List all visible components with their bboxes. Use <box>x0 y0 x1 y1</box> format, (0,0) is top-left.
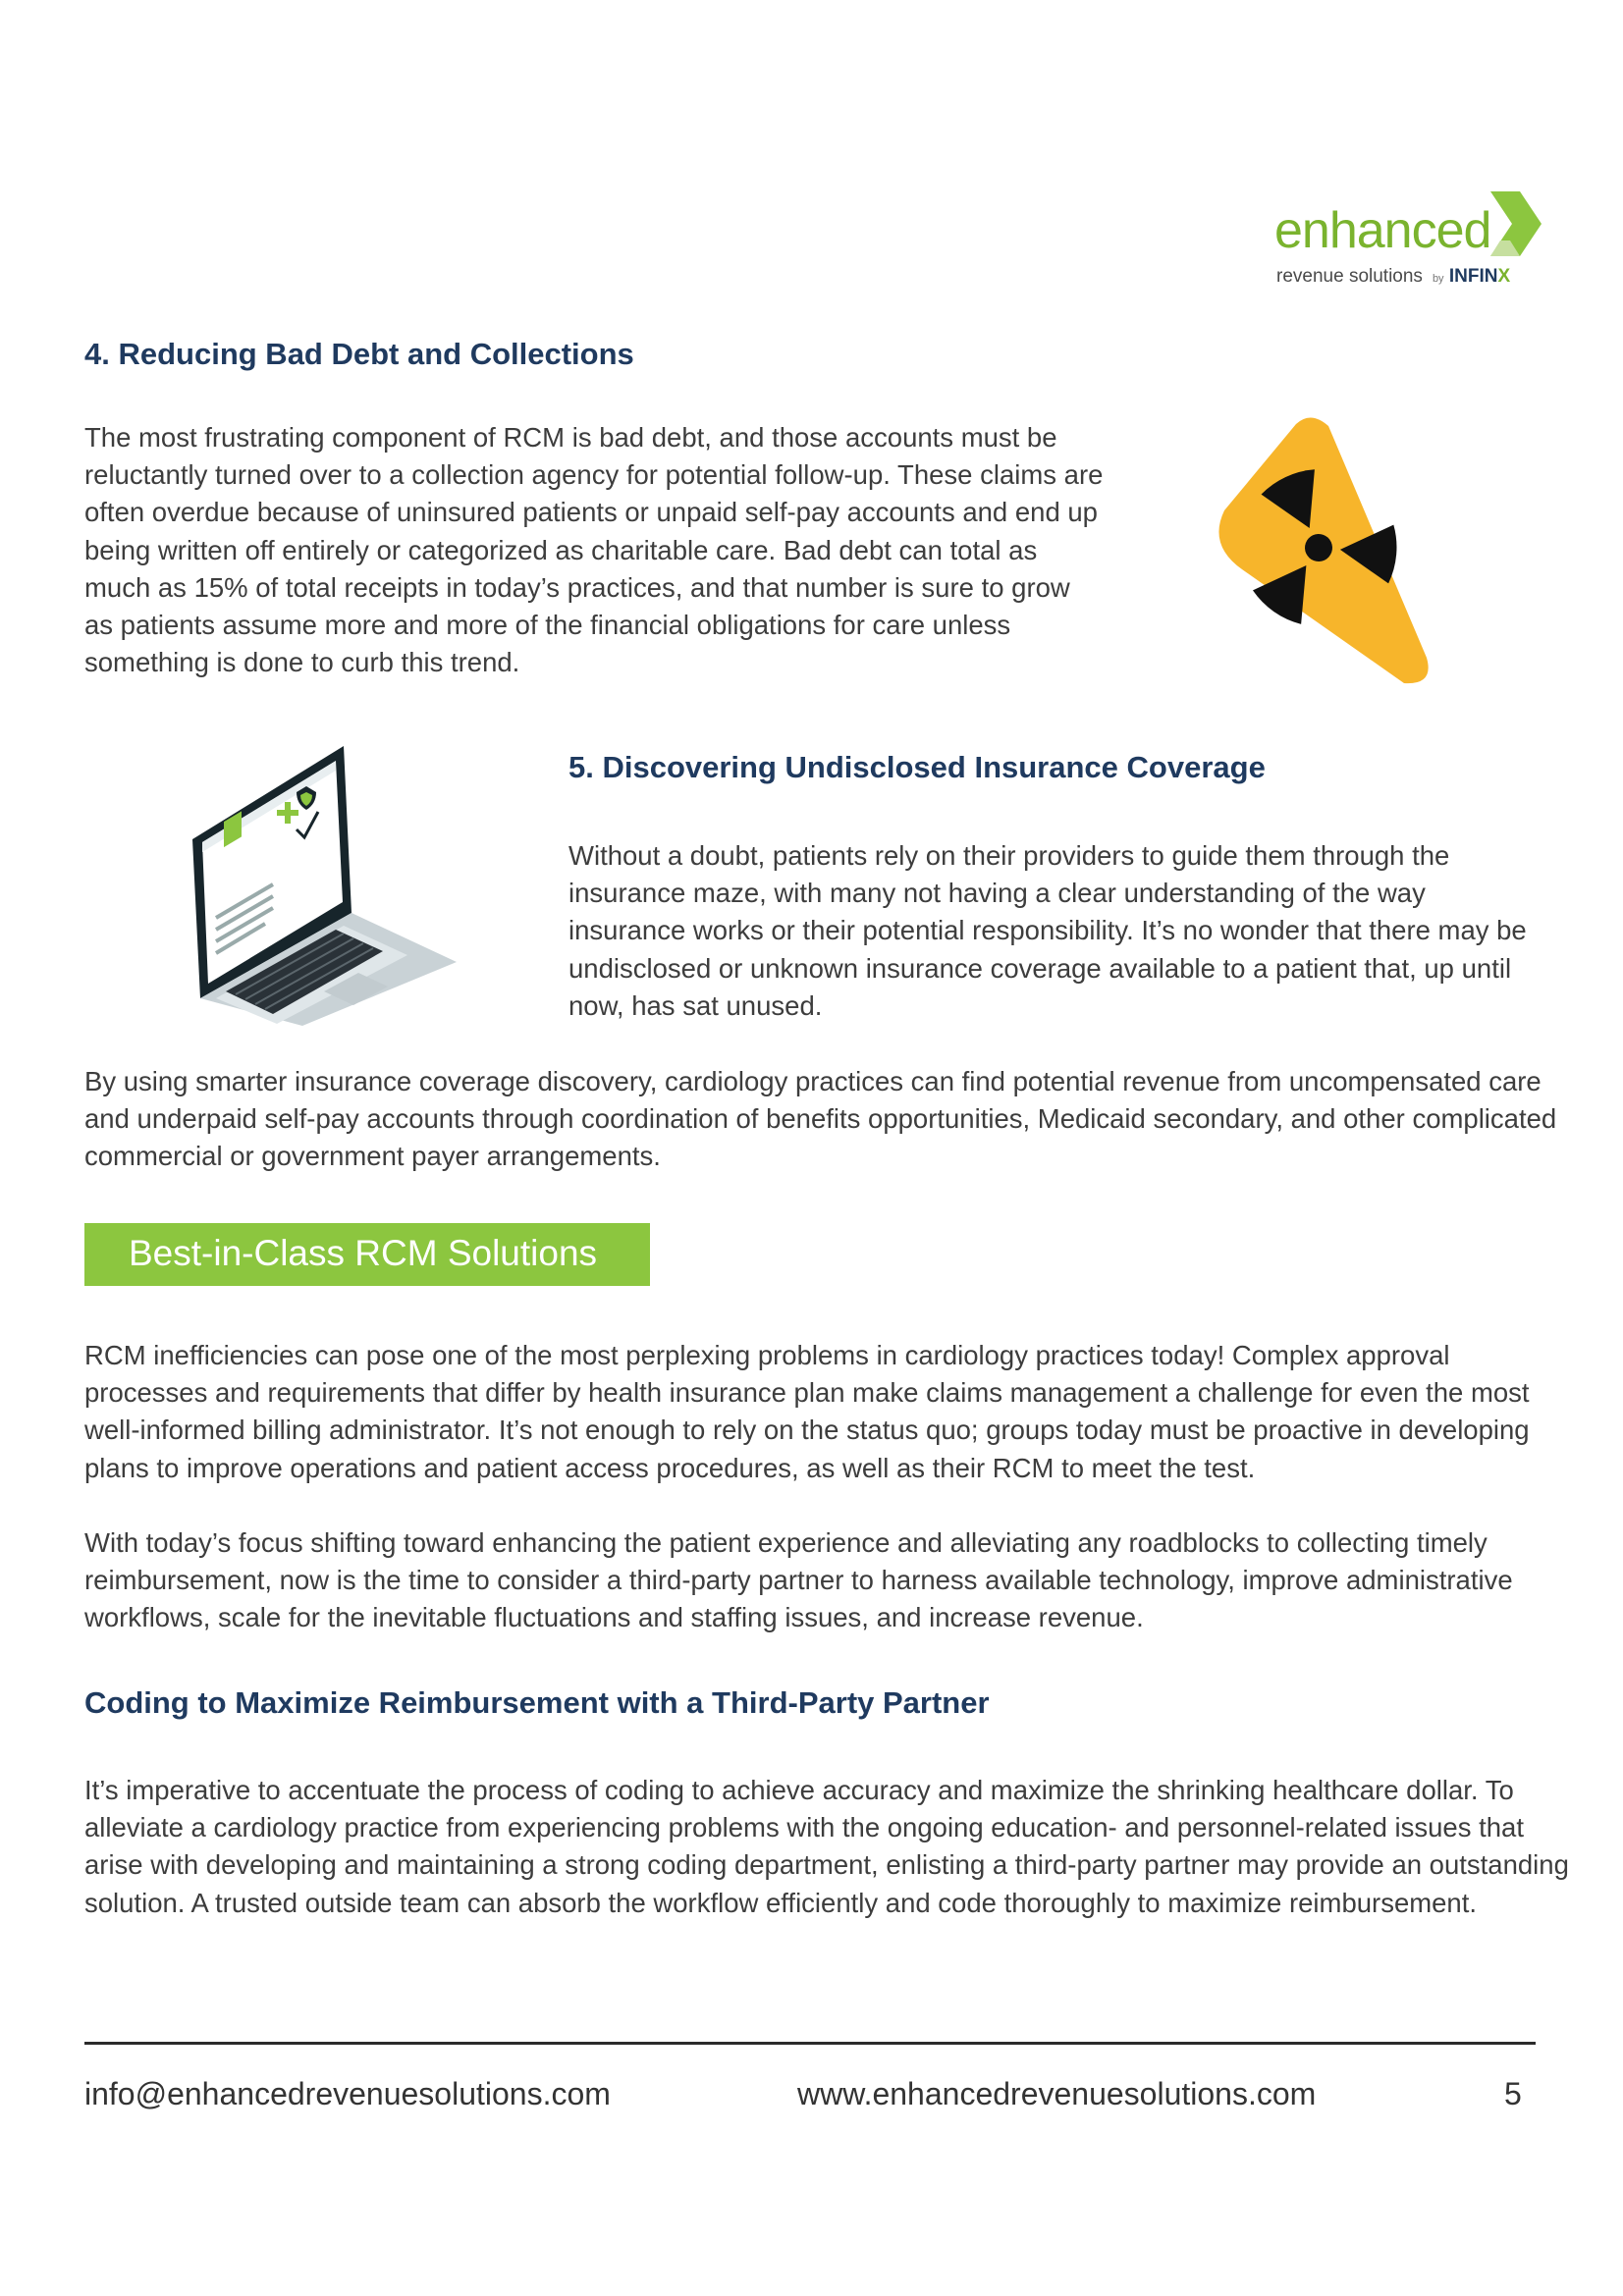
logo-tagline <box>1276 266 1510 288</box>
best-in-class-paragraph-1: RCM inefficiencies can pose one of the most perplexing problems in cardiology practices today! Complex approval processes and requirements that differ by health insurance plan make claims management a challenge for even the most well-informed billing administrator. It’s not enough to rely on the status quo; groups today must be proactive in developing plans to improve operations and patient access procedures, as well as their RCM to meet the test. <box>84 1340 1530 1483</box>
section-4-heading: 4. Reducing Bad Debt and Collections <box>84 337 634 371</box>
page-number: 5 <box>1504 2076 1522 2111</box>
best-in-class-banner <box>84 1223 650 1286</box>
hazard-warning-icon <box>1203 412 1438 697</box>
footer-divider <box>84 2042 1536 2045</box>
banner-title: Best-in-Class RCM Solutions <box>129 1233 598 1273</box>
section-5-body-continued: By using smarter insurance coverage discovery, cardiology practices can find potential revenue from uncompensated care and underpaid self-pay accounts through coordination of benefits opportunities, Medicaid secondary, and other complicated commercial or government payer arrangements. <box>84 1066 1557 1172</box>
footer-email-link[interactable]: info@enhancedrevenuesolutions.com <box>84 2076 611 2111</box>
section-4-body: The most frustrating component of RCM is bad debt, and those accounts must be reluctantly turned over to a collection agency for potential follow-up. These claims are often overdue because of uninsured patients or unpaid self-pay accounts and end up being written off entirely or categorized as charitable care. Bad debt can total as much as 15% of total receipts in today’s practices, and that number is sure to grow as patients assume more and more of the financial obligations for care unless something is done to curb this trend. <box>84 422 1104 678</box>
coding-heading: Coding to Maximize Reimbursement with a Third-Party Partner <box>84 1685 990 1720</box>
company-logo <box>1274 191 1544 299</box>
logo-by-text: by <box>1432 273 1444 285</box>
laptop-illustration <box>187 741 461 1026</box>
logo-sub-text: revenue solutions <box>1276 266 1423 287</box>
logo-chevron-icon <box>1481 191 1542 256</box>
logo-infinx <box>1449 266 1510 287</box>
section-5-body: Without a doubt, patients rely on their providers to guide them through the insurance maze, with many not having a clear understanding of the way insurance works or their potential responsibility. It’s no wonder that there may be undisclosed or unknown insurance coverage available to a patient that, up until now, has sat unused. <box>568 840 1527 1021</box>
footer-website-link[interactable]: www.enhancedrevenuesolutions.com <box>797 2076 1317 2111</box>
logo-wordmark: enhanced <box>1274 202 1491 259</box>
coding-body: It’s imperative to accentuate the process of coding to achieve accuracy and maximize the shrinking healthcare dollar. To alleviate a cardiology practice from experiencing problems with the ongoing education- and personnel-related issues that arise with developing and maintaining a strong coding department, enlisting a third-party partner may provide an outstanding solution. A trusted outside team can absorb the workflow efficiently and code thoroughly to maximize reimbursement. <box>84 1775 1569 1918</box>
logo-x-text: X <box>1497 266 1511 287</box>
section-5-heading: 5. Discovering Undisclosed Insurance Coverage <box>568 750 1266 784</box>
logo-infin-text: INFIN <box>1448 266 1498 287</box>
best-in-class-paragraph-2: With today’s focus shifting toward enhancing the patient experience and alleviating any roadblocks to collecting timely reimbursement, now is the time to consider a third-party partner to harness available technology, improve administrative workflows, scale for the inevitable fluctuations and staffing issues, and increase revenue. <box>84 1527 1513 1633</box>
